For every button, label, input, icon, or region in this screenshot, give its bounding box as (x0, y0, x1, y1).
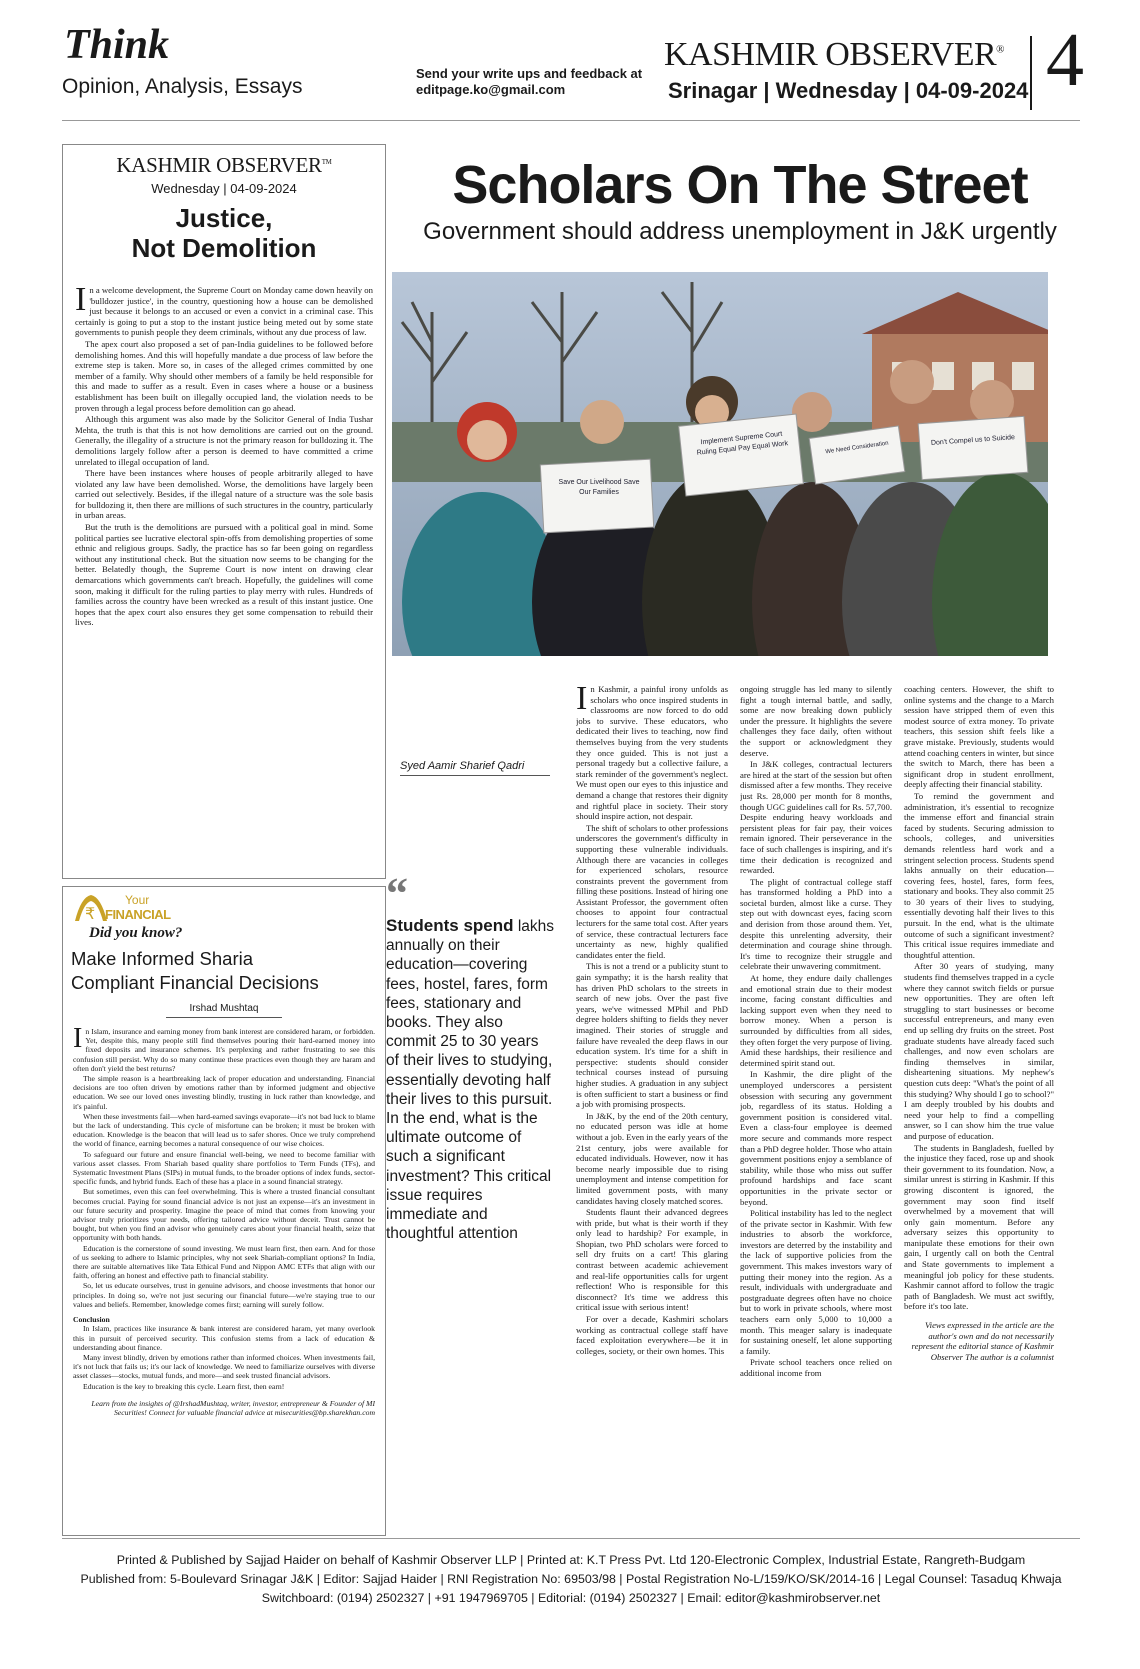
editorial-body (75, 285, 373, 875)
editorial-masthead-text: KASHMIR OBSERVER (116, 153, 322, 177)
imprint-line-2: Published from: 5-Boulevard Srinagar J&K | Editor: Sajjad Haider | RNI Registration No: 69503/98 | Postal Registration No-L/159/KO/SK/2014-16 | Legal Counsel: Tasaduq Khwaja (80, 1572, 1062, 1586)
article-paragraph: In J&K, by the end of the 20th century, no educated person was idle at home without a job. Even in the early years of the 21st century, jobs were available for educated individuals. However, now it has become nearly impossible due to rising unemployment and intense competition for limited government posts, with many candidates having closely matched scores. (576, 1110, 728, 1206)
article-paragraph: The shift of scholars to other professions underscores the government's difficulty in supporting these vulnerable individuals. Although there are vacancies in colleges for experienced scholars, resource constraints prevent the government from filling these positions. Instead of hiring one Assistant Professor, the government often chooses to appoint four contractual lecturers for the same total cost. After years of service, these contractual lecturers face uncertainty as new, highly qualified candidates enter the field. (576, 822, 728, 960)
editorial-title (63, 203, 385, 263)
masthead-text: KASHMIR OBSERVER (664, 36, 997, 73)
article-paragraph: For over a decade, Kashmiri scholars working as contractual college staff have faced exploitation everywhere—be it in colleges, society, or their own homes. This (576, 1314, 728, 1356)
pull-quote-lead: Students spend (386, 916, 514, 935)
financial-paragraph: To safeguard our future and ensure financial well-being, we need to become familiar with various asset classes. From Shariah based quality share portfolios to Term Funds (TFs), and Systematic Investment Plans (SIPs) in mutual funds, to the broader options of index funds, sector-specific funds, and hybrid funds. Each of these has a place in a sound financial strategy. (73, 1149, 375, 1187)
editorial-paragraph: Although this argument was also made by the Solicitor General of India Tushar Mehta, the truth is that this is not how demolitions are carried out on the ground. Generally, the illegality of a structure is not the primary reason for bulldozing it. The demolitions largely follow after a person is deemed to have committed a crime unrelated to illegal occupation of land. (75, 414, 373, 467)
article-paragraph: ongoing struggle has led many to silently fight a tough internal battle, and sadly, some are now breaking down publicly under the pressure. It highlights the severe challenges they face daily, often without the support or acknowledgment they deserve. (740, 684, 892, 758)
article-paragraph: The students in Bangladesh, fuelled by the injustice they faced, rose up and shook their government to its foundation. Now, a similar unrest is stirring in Kashmir. If this growing discontent is ignored, the government may soon find itself overwhelmed by a movement that will only gain momentum. Before any adversary seizes this opportunity to manipulate these emotions for their own gain, I urgently call on both the Central and State governments to implement a meaningful job policy for these students. Kashmir cannot afford to follow the tragic path of Bangladesh. We must act swiftly, before it's too late. (904, 1142, 1054, 1312)
article-paragraph: After 30 years of studying, many students find themselves trapped in a cycle where they cannot switch fields or pursue new opportunities. They are often left struggling to start businesses or become successful entrepreneurs, and many even end up selling dry fruits on the street. Post graduate students have already faced such challenges, and now even scholars are finding themselves in similar, disheartening situations. My nephew's question cuts deep: "What's the point of all this studying? Why should I go to school?" I am deeply troubled by his doubts and need your help to find a compelling answer, so I can show him the true value and purpose of education. (904, 961, 1054, 1141)
imprint-line-1: Printed & Published by Sajjad Haider on behalf of Kashmir Observer LLP | Printed at: K.T Press Pvt. Ltd 120-Electronic Complex, Industrial Estate, Rangreth-Budgam (116, 1553, 1026, 1567)
quote-mark-icon: “ (386, 869, 408, 918)
financial-author-name: Irshad Mushtaq (166, 1003, 283, 1018)
placard-2-text: Implement Supreme Court Ruling Equal Pay Equal Work (696, 430, 789, 457)
financial-title (71, 947, 319, 995)
editorial-title-line1: Justice, (175, 203, 273, 233)
logo-your-text: Your (125, 893, 150, 907)
section-subtitle: Opinion, Analysis, Essays (62, 75, 303, 98)
header-rule (62, 120, 1080, 121)
article-byline: Syed Aamir Sharief Qadri (400, 760, 550, 776)
financial-conclusion-paragraph: Many invest blindly, driven by emotions rather than informed choices. When investments fail, it's not luck that fails us; it's our lack of knowledge. We need to familiarize ourselves with diverse asset classes—stocks, mutual funds, and more—and seek trusted financial advisors. (73, 1352, 375, 1381)
placard-4-text: Don't Compel us to Suicide (930, 434, 1016, 447)
financial-paragraph: When these investments fail—when hard-earned savings evaporate—it's not bad luck to blame but the lack of understanding. This cycle of misfortune can be broken; it must be broken with education. Knowledge is the beacon that will lead us to safer shores. Once we truly comprehend the world of finance, earning becomes a natural consequence of our wise choices. (73, 1111, 375, 1149)
article-column-1 (576, 684, 728, 1454)
imprint-footer (62, 1538, 1080, 1608)
placard-3-text: We Need Consideration (825, 440, 889, 456)
financial-author (63, 1003, 385, 1014)
article-paragraph: At home, they endure daily challenges and emotional strain due to their modest income, facing constant difficulties and lacking support even when they need to borrow money. When a person is surrounded by difficulties from all sides, they often forget the very purpose of living. Amid these hardships, their resilience and determined spirit stand out. (740, 973, 892, 1068)
financial-paragraph: So, let us educate ourselves, trust in genuine advisors, and choose investments that honor our principles. In doing so, we're not just securing our financial future—we're staying true to our values and beliefs. Remember, knowledge comes first; earning will surely follow. (73, 1281, 375, 1309)
article-paragraph: Private school teachers once relied on additional income from (740, 1357, 892, 1378)
section-title: Think (64, 22, 170, 68)
financial-title-line1: Make Informed Sharia (71, 948, 254, 969)
article-paragraph: The plight of contractual college staff has transformed holding a PhD into a societal burden, almost like a curse. They step out with downcast eyes, facing scorn and derision from those around them. Yet, despite this unrelenting adversity, their determination and courage shine through. It's time to recognize their struggle and celebrate their unwavering commitment. (740, 876, 892, 972)
dateline: Srinagar | Wednesday | 04-09-2024 (668, 78, 1029, 103)
article-paragraph: In J&K colleges, contractual lecturers are hired at the start of the session but often dismissed after a few months. They receive just Rs. 28,000 per month for 8 months, though UGC guidelines call for Rs. 57,700. Despite enduring heavy workloads and persistent pleas for fair pay, their voices remain ignored. Their perseverance in the face of such challenges is inspiring, and it's time their dedication is recognized and rewarded. (740, 759, 892, 876)
article-paragraph: This is not a trend or a publicity stunt to gain sympathy; it is the harsh reality that has driven PhD scholars to the streets in search of new jobs. Over the past five years, we've witnessed MPhil and PhD degree holders shifting to fields they never imagined. Their stories of struggle and failure have revealed the deep flaws in our education system. It's time for a shift in perspective: students should consider technical courses instead of pursuing higher studies. A graduation in any subject is often sufficient to start a business or find a job with promising prospects. (576, 961, 728, 1110)
submission-note (416, 66, 642, 99)
financial-column-box (62, 886, 386, 1536)
article-column-2 (740, 684, 892, 1454)
masthead-registered-mark: ® (996, 43, 1005, 56)
editorial-dropcap: I (75, 285, 87, 318)
editorial-masthead-mark: TM (321, 158, 332, 166)
editorial-paragraph: n a welcome development, the Supreme Court on Monday came down heavily on 'bulldozer justice', in the country, questioning how a house can be demolished just because it belongs to an accused or even a convict in a criminal case. This certainly is going to put a stop to the instant justice being meted out by some state governments to punish people they deem criminals, without any due process of law. (75, 285, 373, 338)
submission-note-line1: Send your write ups and feedback at (416, 66, 643, 81)
submission-email[interactable]: editpage.ko@gmail.com (416, 82, 566, 98)
editorial-masthead (63, 153, 385, 178)
logo-financial-text: FINANCIAL (105, 907, 171, 922)
main-headline: Scholars On The Street (452, 155, 1028, 215)
financial-paragraph: n Islam, insurance and earning money from bank interest are considered haram, or forbidden. Yet, despite this, many people still find themselves pouring their hard-earned money into fixed deposits and insurance schemes. It's perplexing and rather frustrating to see this confusion still persist. Why do so many continue these practices even though they are haram and often don't yield the best returns? (73, 1027, 375, 1073)
financial-title-line2: Compliant Financial Decisions (71, 972, 319, 993)
masthead (664, 38, 1004, 72)
editorial-date: Wednesday | 04-09-2024 (151, 181, 297, 196)
financial-conclusion-paragraph: Education is the key to breaking this cycle. Learn first, then earn! (83, 1381, 285, 1391)
financial-conclusion-paragraph: In Islam, practices like insurance & bank interest are considered haram, yet many overlook this in pursuit of perceived security. This confusion stems from a lack of education & understanding about finance. (73, 1324, 375, 1352)
article-paragraph: To remind the government and administration, it's essential to recognize the immense effort and financial strain faced by students. Securing admission to schools, colleges, and universities demands relentless hard work and a stringent selection process. Students spend lakhs annually on their education—covering fees, hostel, fares, form fees, stationary and books. They also commit 25 to 30 years of their lives to studying, essentially devoting half their lives to this pursuit. In the end, what is the ultimate outcome of such a significant investment? This critical issue requires immediate and thoughtful attention. (904, 790, 1054, 960)
financial-credit: Learn from the insights of @IrshadMushtaq, writer, investor, entrepreneur & Founder of MI Securities! Connect for valuable financial advice at misecurities@bp.sharekhan.com (91, 1398, 375, 1417)
svg-text:₹: ₹ (85, 904, 96, 923)
header-divider (1030, 36, 1032, 110)
editorial-paragraph: But the truth is the demolitions are pursued with a political goal in mind. Some political parties see lucrative electoral spin-offs from demolishing properties of some ethnic and religious groups. Sadly, the practice has so far been going on regardless without any institutional check. But the situation now seems to be changing for the better. Belatedly though, the Supreme Court is now intent on drawing clear demarcations which governments can't breach. Hopefully, the guidelines will come soon, making it difficult for the ruling parties to play merry with rules. Hundreds of families across the country have been wrecked as a result of this instant justice. One hopes that the apex court also ensures they get some compensation to rebuild their lives. (75, 522, 373, 628)
editorial-box (62, 144, 386, 879)
protest-photo (392, 272, 1048, 656)
financial-dropcap: I (73, 1027, 83, 1054)
article-paragraph: n Kashmir, a painful irony unfolds as scholars who once inspired students in classrooms are now forced to do odd jobs to survive. These educators, who dedicated their lives to teaching, now find themselves buying from the very students they once guided. This is not just a personal tragedy but a collective failure, a stark reminder of the government's neglect. We must open our eyes to this injustice and demand a change that restores their dignity and rightful place in society. Their story should inspire action, not despair. (576, 684, 728, 822)
pull-quote (386, 916, 554, 1243)
article-disclaimer: Views expressed in the article are the author's own and do not necessarily represent the editorial stance of Kashmir Observer The author is a columnist (911, 1320, 1054, 1362)
financial-paragraph: Education is the cornerstone of sound investing. We must learn first, then earn. And for those of us seeking to adhere to Islamic principles, why not seek Shariah-compliant options? In India, there are suitable alternatives like Tata Ethical Fund and Nippon AMC ETFs that align with our faith, offering an honest and effective path to financial stability. (73, 1243, 375, 1281)
article-column-3 (904, 684, 1054, 1454)
article-paragraph: In Kashmir, the dire plight of the unemployed underscores a persistent obsession with securing any government job, regardless of its status. Holding a government position is considered vital. Even a class-four employee is deemed more secure and commands more respect than a PhD degree holder. Those who attain government positions enjoy a semblance of stability, while those who miss out suffer profound hardships and face scant opportunities in the private sector or beyond. (740, 1069, 892, 1207)
article-paragraph: Students flaunt their advanced degrees with pride, but what is their worth if they only lead to hardship? For example, in Shopian, two PhD scholars were forced to sell dry fruits on a cart! This glaring contrast between academic achievement and real-life opportunities calls for urgent reflection! Who is responsible for this disconnect? It's time we address this critical issue with serious intent! (576, 1207, 728, 1313)
pull-quote-text: lakhs annually on their education—covering fees, hostel, fares, form fees, stationary and books. They also commit 25 to 30 years of their lives to studying, essentially devoting half their lives to this pursuit. In the end, what is the ultimate outcome of such a significant investment? This critical issue requires immediate and thoughtful attention (386, 918, 555, 1243)
protest-scene-illustration (392, 272, 1048, 656)
article-paragraph: Political instability has led to the neglect of the private sector in Kashmir. With few industries to absorb the workforce, investors are deterred by the instability and the lack of supportive policies from the government. This makes investors wary of putting their money into the region. As a result, individuals with undergraduate and postgraduate degrees often have no choice but to work in private schools, where most teachers earn only 5,000 to 10,000 a month. This meager salary is inadequate for sustaining oneself, let alone supporting a family. (740, 1208, 892, 1356)
imprint-line-3: Switchboard: (0194) 2502327 | +91 1947969705 | Editorial: (0194) 2502327 | Email: editor@kashmirobserver.net (261, 1591, 881, 1605)
page-number: 4 (1046, 18, 1084, 102)
financial-conclusion-heading: Conclusion (73, 1315, 110, 1325)
article-dropcap: I (576, 684, 588, 717)
financial-paragraph: The simple reason is a heartbreaking lack of proper education and understanding. Financial decisions are too often driven by emotions rather than by informed judgment and objective education. We see our loved ones investing blindly, trusting in luck rather than knowledge, and it's painful. (73, 1074, 375, 1111)
article-paragraph: coaching centers. However, the shift to online systems and the change to a March session have stripped them of even this modest source of extra money. To private teachers, this session shift feels like a grave mistake. Previously, students would attend coaching centers in winter, but since the switch to March, there has been a significant drop in student enrollment, deeply affecting their financial stability. (904, 684, 1054, 790)
financial-kicker: Did you know? (89, 925, 183, 941)
main-subhead: Government should address unemployment in J&K urgently (423, 218, 1057, 245)
financial-paragraph: But sometimes, even this can feel overwhelming. This is where a trusted financial consultant becomes crucial. Paying for sound financial advice is not just an expense—it's an investment in our future security and prosperity. Imagine the peace of mind that comes from knowing your advisor truly prioritizes your needs, offering tailored advice without deceit. Trust cannot be bought, but when you find an advisor who genuinely cares about your financial health, seize that opportunity with both hands. (73, 1187, 375, 1243)
financial-body (73, 1027, 375, 1531)
editorial-paragraph: There have been instances where houses of people arbitrarily alleged to have violated any law have been demolished. Worse, the demolitions have largely been carried out selectively. Besides, if the illegal nature of a structure was the sole basis for bulldozing it, then there are millions of such structures in the country, particularly in urban areas. (75, 468, 373, 521)
editorial-title-line2: Not Demolition (131, 233, 317, 263)
placard-1-text: Save Our Livelihood Save Our Families (558, 479, 640, 496)
editorial-paragraph: The apex court also proposed a set of pan-India guidelines to be followed before demolishing homes. And this will hopefully mandate a due process of law before the extreme step is taken. More so, in cases of the alleged crimes committed by one member of a family. Why should other members of a family be held responsible for this and made to suffer as a result. Even in cases where a house or a business establishment has been built on illegally occupied land, the violation needs to be proven through a legal process before demolition can go ahead. (75, 338, 373, 413)
